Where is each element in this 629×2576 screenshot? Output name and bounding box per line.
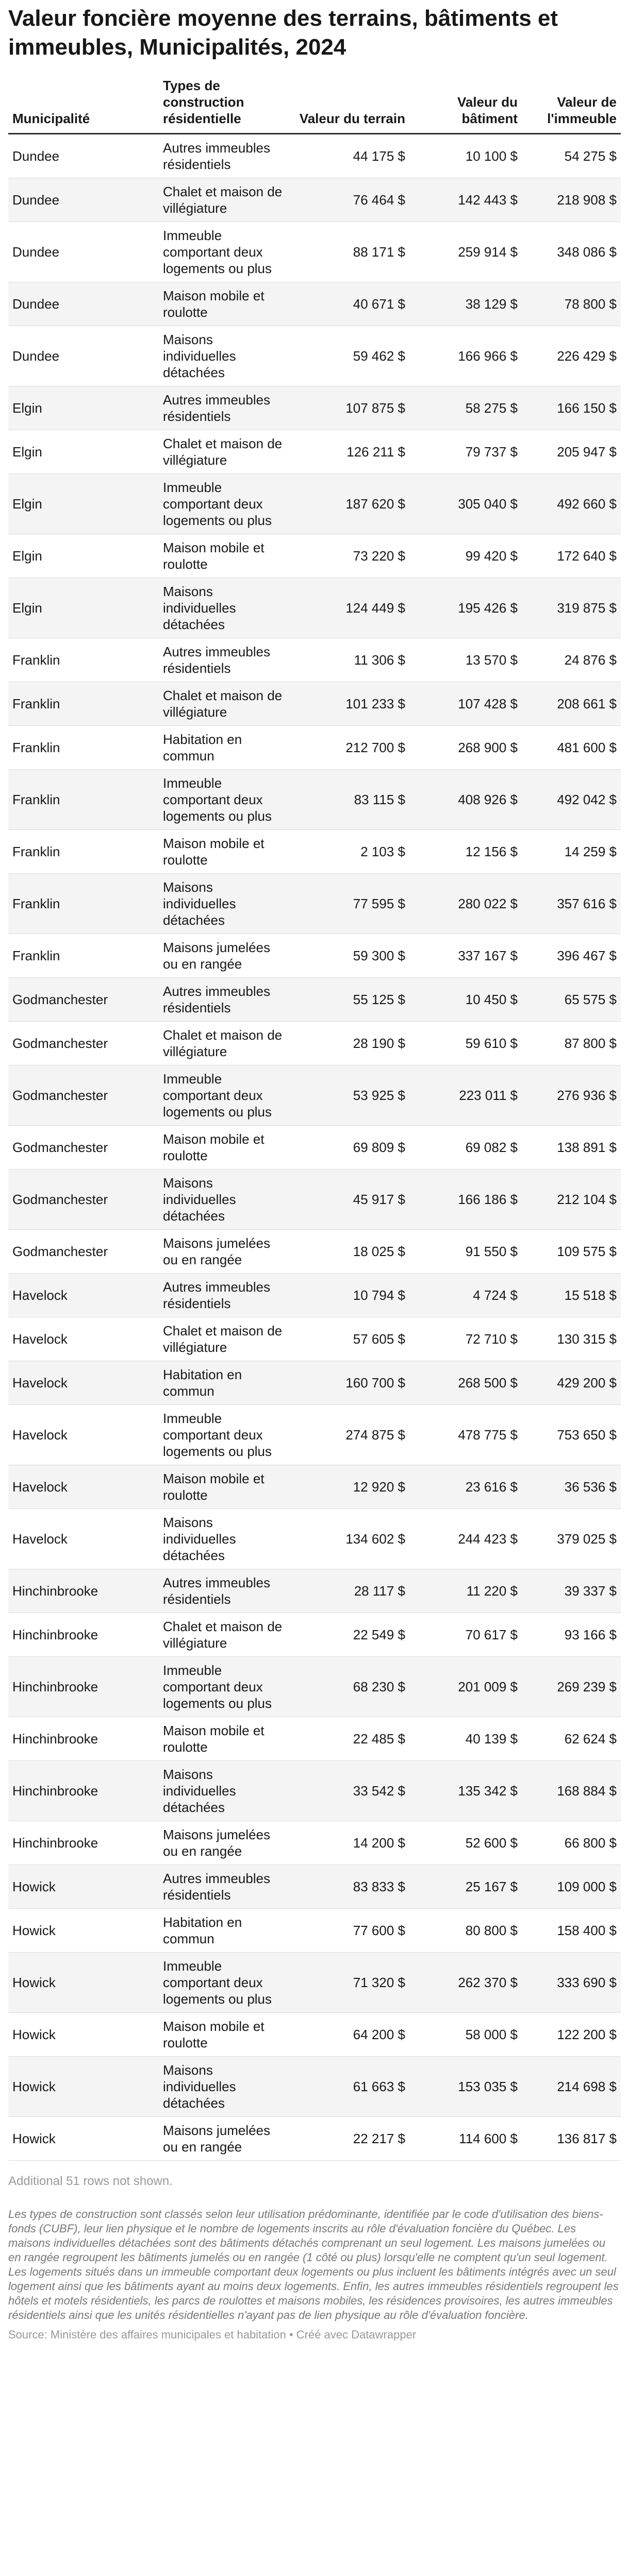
table-row (8, 638, 621, 682)
table-row (8, 1405, 621, 1465)
cell-municipalite: Dundee (8, 282, 159, 326)
cell-municipalite: Franklin (8, 934, 159, 978)
cell-municipalite: Franklin (8, 682, 159, 726)
cell-type: Immeuble comportant deux logements ou plus (159, 1065, 292, 1126)
table-row (8, 1657, 621, 1717)
cell-valeur-terrain: 126 211 $ (292, 430, 409, 474)
cell-valeur-immeuble: 348 086 $ (522, 222, 621, 282)
cell-municipalite: Havelock (8, 1405, 159, 1465)
cell-valeur-terrain: 2 103 $ (292, 830, 409, 874)
column-header-valeur-batiment[interactable]: Valeur du bâtiment (409, 77, 522, 134)
table-row (8, 222, 621, 282)
cell-valeur-immeuble: 379 025 $ (522, 1509, 621, 1569)
cell-valeur-immeuble: 226 429 $ (522, 326, 621, 386)
table-header-row (8, 77, 621, 134)
cell-valeur-terrain: 107 875 $ (292, 386, 409, 430)
cell-municipalite: Howick (8, 2117, 159, 2161)
cell-type: Chalet et maison de villégiature (159, 1317, 292, 1361)
cell-valeur-batiment: 40 139 $ (409, 1717, 522, 1761)
cell-valeur-terrain: 59 300 $ (292, 934, 409, 978)
cell-valeur-terrain: 77 595 $ (292, 874, 409, 934)
cell-type: Chalet et maison de villégiature (159, 178, 292, 222)
cell-valeur-terrain: 12 920 $ (292, 1465, 409, 1509)
cell-type: Maisons individuelles détachées (159, 1509, 292, 1569)
table-row (8, 1274, 621, 1317)
cell-valeur-terrain: 18 025 $ (292, 1230, 409, 1274)
table-row (8, 1465, 621, 1509)
cell-valeur-immeuble: 269 239 $ (522, 1657, 621, 1717)
cell-valeur-batiment: 166 186 $ (409, 1170, 522, 1230)
cell-type: Maisons individuelles détachées (159, 326, 292, 386)
cell-municipalite: Havelock (8, 1509, 159, 1569)
cell-valeur-immeuble: 78 800 $ (522, 282, 621, 326)
cell-valeur-immeuble: 205 947 $ (522, 430, 621, 474)
cell-valeur-batiment: 262 370 $ (409, 1953, 522, 2013)
cell-valeur-batiment: 166 966 $ (409, 326, 522, 386)
cell-valeur-batiment: 10 450 $ (409, 978, 522, 1022)
table-row (8, 1230, 621, 1274)
cell-municipalite: Franklin (8, 770, 159, 830)
cell-type: Habitation en commun (159, 1909, 292, 1953)
cell-type: Immeuble comportant deux logements ou plus (159, 1405, 292, 1465)
cell-type: Chalet et maison de villégiature (159, 682, 292, 726)
cell-valeur-batiment: 99 420 $ (409, 534, 522, 578)
cell-valeur-terrain: 160 700 $ (292, 1361, 409, 1405)
cell-municipalite: Havelock (8, 1317, 159, 1361)
cell-valeur-terrain: 83 115 $ (292, 770, 409, 830)
cell-valeur-terrain: 73 220 $ (292, 534, 409, 578)
cell-municipalite: Howick (8, 1865, 159, 1909)
cell-type: Autres immeubles résidentiels (159, 386, 292, 430)
cell-type: Maisons jumelées ou en rangée (159, 934, 292, 978)
table-row (8, 1170, 621, 1230)
cell-valeur-immeuble: 15 518 $ (522, 1274, 621, 1317)
cell-valeur-immeuble: 109 575 $ (522, 1230, 621, 1274)
cell-valeur-batiment: 72 710 $ (409, 1317, 522, 1361)
cell-valeur-immeuble: 62 624 $ (522, 1717, 621, 1761)
cell-valeur-batiment: 25 167 $ (409, 1865, 522, 1909)
cell-valeur-immeuble: 208 661 $ (522, 682, 621, 726)
table-row (8, 1761, 621, 1821)
cell-valeur-terrain: 22 485 $ (292, 1717, 409, 1761)
table-row (8, 282, 621, 326)
cell-valeur-immeuble: 214 698 $ (522, 2057, 621, 2117)
cell-valeur-batiment: 58 275 $ (409, 386, 522, 430)
cell-valeur-immeuble: 492 042 $ (522, 770, 621, 830)
cell-valeur-terrain: 76 464 $ (292, 178, 409, 222)
cell-municipalite: Elgin (8, 474, 159, 534)
cell-valeur-terrain: 71 320 $ (292, 1953, 409, 2013)
cell-type: Immeuble comportant deux logements ou plus (159, 1657, 292, 1717)
table-header (8, 77, 621, 134)
cell-valeur-batiment: 408 926 $ (409, 770, 522, 830)
cell-valeur-terrain: 68 230 $ (292, 1657, 409, 1717)
cell-municipalite: Godmanchester (8, 1230, 159, 1274)
cell-municipalite: Hinchinbrooke (8, 1717, 159, 1761)
column-header-type[interactable]: Types de construction résidentielle (159, 77, 292, 134)
cell-type: Immeuble comportant deux logements ou plus (159, 474, 292, 534)
table-row (8, 1613, 621, 1657)
cell-type: Habitation en commun (159, 1361, 292, 1405)
table-row (8, 1126, 621, 1170)
cell-valeur-batiment: 478 775 $ (409, 1405, 522, 1465)
cell-valeur-terrain: 134 602 $ (292, 1509, 409, 1569)
table-row (8, 1717, 621, 1761)
table-row (8, 1509, 621, 1569)
cell-valeur-terrain: 83 833 $ (292, 1865, 409, 1909)
cell-valeur-batiment: 268 900 $ (409, 726, 522, 770)
cell-valeur-batiment: 142 443 $ (409, 178, 522, 222)
cell-municipalite: Hinchinbrooke (8, 1613, 159, 1657)
cell-type: Maisons individuelles détachées (159, 1761, 292, 1821)
cell-type: Maison mobile et roulotte (159, 282, 292, 326)
cell-valeur-batiment: 135 342 $ (409, 1761, 522, 1821)
cell-valeur-immeuble: 333 690 $ (522, 1953, 621, 2013)
cell-type: Autres immeubles résidentiels (159, 134, 292, 178)
cell-valeur-batiment: 114 600 $ (409, 2117, 522, 2161)
cell-municipalite: Howick (8, 2057, 159, 2117)
cell-type: Immeuble comportant deux logements ou plus (159, 1953, 292, 2013)
cell-valeur-batiment: 195 426 $ (409, 578, 522, 638)
cell-valeur-batiment: 305 040 $ (409, 474, 522, 534)
cell-type: Maison mobile et roulotte (159, 534, 292, 578)
cell-municipalite: Dundee (8, 178, 159, 222)
cell-valeur-immeuble: 65 575 $ (522, 978, 621, 1022)
cell-valeur-batiment: 223 011 $ (409, 1065, 522, 1126)
column-header-valeur-immeuble[interactable]: Valeur de l'immeuble (522, 77, 621, 134)
table-row (8, 770, 621, 830)
cell-valeur-terrain: 69 809 $ (292, 1126, 409, 1170)
cell-valeur-batiment: 11 220 $ (409, 1569, 522, 1613)
table-row (8, 934, 621, 978)
cell-valeur-terrain: 28 190 $ (292, 1022, 409, 1065)
cell-municipalite: Havelock (8, 1274, 159, 1317)
cell-valeur-batiment: 91 550 $ (409, 1230, 522, 1274)
table-row (8, 2117, 621, 2161)
cell-valeur-terrain: 64 200 $ (292, 2013, 409, 2057)
more-rows-note: Additional 51 rows not shown. (8, 2174, 173, 2188)
cell-type: Maison mobile et roulotte (159, 1717, 292, 1761)
cell-valeur-batiment: 259 914 $ (409, 222, 522, 282)
table-row (8, 386, 621, 430)
data-table (8, 77, 621, 2161)
column-header-municipalite[interactable]: Municipalité (8, 77, 159, 134)
cell-type: Maisons individuelles détachées (159, 578, 292, 638)
cell-valeur-batiment: 23 616 $ (409, 1465, 522, 1509)
cell-valeur-immeuble: 357 616 $ (522, 874, 621, 934)
cell-type: Chalet et maison de villégiature (159, 1613, 292, 1657)
cell-municipalite: Godmanchester (8, 1065, 159, 1126)
cell-valeur-immeuble: 158 400 $ (522, 1909, 621, 1953)
cell-valeur-immeuble: 36 536 $ (522, 1465, 621, 1509)
table-row (8, 430, 621, 474)
table-row (8, 874, 621, 934)
cell-valeur-batiment: 337 167 $ (409, 934, 522, 978)
cell-valeur-batiment: 70 617 $ (409, 1613, 522, 1657)
cell-valeur-terrain: 33 542 $ (292, 1761, 409, 1821)
cell-valeur-terrain: 187 620 $ (292, 474, 409, 534)
cell-valeur-immeuble: 66 800 $ (522, 1821, 621, 1865)
chart-title: Valeur foncière moyenne des terrains, bâtiments et immeubles, Municipalités, 2024 (8, 6, 558, 60)
cell-type: Habitation en commun (159, 726, 292, 770)
cell-type: Chalet et maison de villégiature (159, 430, 292, 474)
cell-valeur-batiment: 13 570 $ (409, 638, 522, 682)
cell-municipalite: Hinchinbrooke (8, 1821, 159, 1865)
cell-valeur-immeuble: 136 817 $ (522, 2117, 621, 2161)
cell-type: Maisons individuelles détachées (159, 2057, 292, 2117)
cell-municipalite: Havelock (8, 1361, 159, 1405)
cell-valeur-batiment: 4 724 $ (409, 1274, 522, 1317)
cell-valeur-immeuble: 87 800 $ (522, 1022, 621, 1065)
cell-type: Immeuble comportant deux logements ou plus (159, 770, 292, 830)
table-row (8, 1022, 621, 1065)
cell-valeur-terrain: 88 171 $ (292, 222, 409, 282)
table-row (8, 474, 621, 534)
cell-valeur-immeuble: 24 876 $ (522, 638, 621, 682)
table-row (8, 1065, 621, 1126)
cell-valeur-immeuble: 93 166 $ (522, 1613, 621, 1657)
cell-municipalite: Franklin (8, 726, 159, 770)
cell-valeur-terrain: 53 925 $ (292, 1065, 409, 1126)
cell-valeur-terrain: 212 700 $ (292, 726, 409, 770)
cell-valeur-batiment: 38 129 $ (409, 282, 522, 326)
cell-valeur-batiment: 268 500 $ (409, 1361, 522, 1405)
cell-municipalite: Franklin (8, 830, 159, 874)
cell-municipalite: Godmanchester (8, 978, 159, 1022)
cell-valeur-batiment: 58 000 $ (409, 2013, 522, 2057)
cell-municipalite: Elgin (8, 430, 159, 474)
cell-municipalite: Hinchinbrooke (8, 1657, 159, 1717)
cell-valeur-batiment: 107 428 $ (409, 682, 522, 726)
cell-municipalite: Godmanchester (8, 1170, 159, 1230)
cell-valeur-immeuble: 481 600 $ (522, 726, 621, 770)
cell-valeur-immeuble: 14 259 $ (522, 830, 621, 874)
cell-type: Autres immeubles résidentiels (159, 1569, 292, 1613)
cell-valeur-immeuble: 492 660 $ (522, 474, 621, 534)
cell-valeur-batiment: 80 800 $ (409, 1909, 522, 1953)
table-row (8, 1821, 621, 1865)
cell-municipalite: Franklin (8, 874, 159, 934)
cell-valeur-immeuble: 168 884 $ (522, 1761, 621, 1821)
table-row (8, 1361, 621, 1405)
cell-municipalite: Havelock (8, 1465, 159, 1509)
cell-type: Autres immeubles résidentiels (159, 978, 292, 1022)
cell-municipalite: Howick (8, 2013, 159, 2057)
cell-type: Maison mobile et roulotte (159, 1126, 292, 1170)
cell-type: Maisons jumelées ou en rangée (159, 1821, 292, 1865)
cell-type: Autres immeubles résidentiels (159, 1865, 292, 1909)
table-row (8, 1317, 621, 1361)
cell-valeur-terrain: 274 875 $ (292, 1405, 409, 1465)
cell-valeur-immeuble: 54 275 $ (522, 134, 621, 178)
cell-municipalite: Howick (8, 1953, 159, 2013)
cell-valeur-batiment: 59 610 $ (409, 1022, 522, 1065)
cell-municipalite: Godmanchester (8, 1022, 159, 1065)
cell-valeur-terrain: 11 306 $ (292, 638, 409, 682)
cell-valeur-terrain: 22 549 $ (292, 1613, 409, 1657)
cell-valeur-terrain: 40 671 $ (292, 282, 409, 326)
table-row (8, 134, 621, 178)
table-row (8, 2057, 621, 2117)
cell-municipalite: Franklin (8, 638, 159, 682)
cell-type: Maison mobile et roulotte (159, 1465, 292, 1509)
cell-valeur-terrain: 45 917 $ (292, 1170, 409, 1230)
cell-municipalite: Elgin (8, 386, 159, 430)
cell-type: Maisons jumelées ou en rangée (159, 1230, 292, 1274)
cell-municipalite: Dundee (8, 134, 159, 178)
cell-valeur-terrain: 59 462 $ (292, 326, 409, 386)
cell-municipalite: Dundee (8, 326, 159, 386)
cell-valeur-immeuble: 109 000 $ (522, 1865, 621, 1909)
table-row (8, 534, 621, 578)
cell-valeur-immeuble: 39 337 $ (522, 1569, 621, 1613)
cell-municipalite: Dundee (8, 222, 159, 282)
cell-type: Immeuble comportant deux logements ou plus (159, 222, 292, 282)
table-row (8, 1865, 621, 1909)
table-row (8, 578, 621, 638)
cell-valeur-batiment: 69 082 $ (409, 1126, 522, 1170)
cell-valeur-immeuble: 122 200 $ (522, 2013, 621, 2057)
cell-type: Maison mobile et roulotte (159, 2013, 292, 2057)
cell-valeur-batiment: 280 022 $ (409, 874, 522, 934)
table-row (8, 1569, 621, 1613)
cell-valeur-immeuble: 396 467 $ (522, 934, 621, 978)
cell-valeur-immeuble: 429 200 $ (522, 1361, 621, 1405)
cell-type: Maisons jumelées ou en rangée (159, 2117, 292, 2161)
table-row (8, 682, 621, 726)
cell-valeur-batiment: 244 423 $ (409, 1509, 522, 1569)
cell-valeur-terrain: 14 200 $ (292, 1821, 409, 1865)
cell-valeur-terrain: 22 217 $ (292, 2117, 409, 2161)
cell-valeur-terrain: 101 233 $ (292, 682, 409, 726)
cell-municipalite: Godmanchester (8, 1126, 159, 1170)
cell-valeur-batiment: 201 009 $ (409, 1657, 522, 1717)
cell-valeur-terrain: 124 449 $ (292, 578, 409, 638)
cell-valeur-terrain: 57 605 $ (292, 1317, 409, 1361)
cell-valeur-terrain: 44 175 $ (292, 134, 409, 178)
cell-valeur-terrain: 10 794 $ (292, 1274, 409, 1317)
source-credit: Source: Ministère des affaires municipales et habitation • Créé avec Datawrapper (8, 2328, 417, 2341)
cell-valeur-immeuble: 172 640 $ (522, 534, 621, 578)
cell-valeur-batiment: 79 737 $ (409, 430, 522, 474)
cell-valeur-terrain: 77 600 $ (292, 1909, 409, 1953)
cell-valeur-batiment: 153 035 $ (409, 2057, 522, 2117)
cell-municipalite: Hinchinbrooke (8, 1569, 159, 1613)
cell-type: Maisons individuelles détachées (159, 1170, 292, 1230)
table-row (8, 1953, 621, 2013)
column-header-valeur-terrain[interactable]: Valeur du terrain (292, 77, 409, 134)
table-row (8, 830, 621, 874)
cell-type: Autres immeubles résidentiels (159, 1274, 292, 1317)
table-row (8, 178, 621, 222)
cell-valeur-batiment: 10 100 $ (409, 134, 522, 178)
cell-valeur-terrain: 28 117 $ (292, 1569, 409, 1613)
table-row (8, 978, 621, 1022)
cell-municipalite: Elgin (8, 534, 159, 578)
cell-valeur-immeuble: 212 104 $ (522, 1170, 621, 1230)
table-body (8, 134, 621, 2161)
table-row (8, 326, 621, 386)
cell-type: Maisons individuelles détachées (159, 874, 292, 934)
cell-valeur-immeuble: 753 650 $ (522, 1405, 621, 1465)
cell-valeur-batiment: 52 600 $ (409, 1821, 522, 1865)
cell-municipalite: Howick (8, 1909, 159, 1953)
cell-valeur-immeuble: 319 875 $ (522, 578, 621, 638)
cell-valeur-immeuble: 138 891 $ (522, 1126, 621, 1170)
cell-valeur-batiment: 12 156 $ (409, 830, 522, 874)
cell-valeur-terrain: 61 663 $ (292, 2057, 409, 2117)
methodology-notes: Les types de construction sont classés selon leur utilisation prédominante, identifiée par le code d'utilisation des biens-fonds (CUBF), leur lien physique et le nombre de logements inscrits au rôle d'évaluation foncière du Québec. Les maisons individuelles détachées sont des bâtiments détachés comprenant un seul logement. Les maisons jumelées ou en rangée regroupent les bâtiments jumelés ou en rangée (1 côté ou plus) lorsqu'elle ne comptent qu'un seul logement. Les logements situés dans un immeuble comportant deux logements ou plus incluent les bâtiments intégrés avec un seul logement ainsi que les bâtiments ayant au moins deux logements. Enfin, les autres immeubles résidentiels regroupent les hôtels et motels résidentiels, les parcs de roulottes et maisons mobiles, les résidences provisoires, les autres immeubles résidentiels ainsi que les unités résidentielles n'ayant pas de lien physique au rôle d'évaluation foncière. (8, 2208, 619, 2321)
table-row (8, 726, 621, 770)
cell-valeur-immeuble: 166 150 $ (522, 386, 621, 430)
cell-valeur-immeuble: 218 908 $ (522, 178, 621, 222)
cell-type: Maison mobile et roulotte (159, 830, 292, 874)
table-row (8, 2013, 621, 2057)
cell-type: Autres immeubles résidentiels (159, 638, 292, 682)
cell-valeur-immeuble: 130 315 $ (522, 1317, 621, 1361)
table-row (8, 1909, 621, 1953)
cell-type: Chalet et maison de villégiature (159, 1022, 292, 1065)
cell-municipalite: Elgin (8, 578, 159, 638)
cell-valeur-immeuble: 276 936 $ (522, 1065, 621, 1126)
cell-valeur-terrain: 55 125 $ (292, 978, 409, 1022)
cell-municipalite: Hinchinbrooke (8, 1761, 159, 1821)
